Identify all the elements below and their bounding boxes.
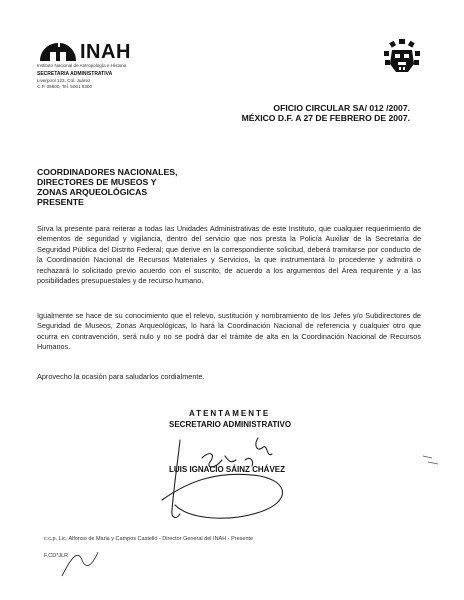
- letterhead-address: Liverpool 123, Col. Juárez: [37, 78, 91, 83]
- initials-scribble-icon: [58, 546, 108, 582]
- recipient-line: COORDINADORES NACIONALES,: [37, 167, 178, 177]
- signature-closing: ATENTAMENTE: [189, 409, 271, 418]
- inah-logo: [36, 41, 146, 63]
- circular-number: OFICIO CIRCULAR SA/ 012 /2007.: [273, 103, 410, 113]
- recipient-line: DIRECTORES DE MUSEOS Y: [37, 177, 157, 187]
- body-paragraph-2: Igualmente se hace de su conocimiento que el relevo, sustitución y nombramiento de los Jefes y/o Subdirectores de Seguridad de Museos, Zonas Arqueológicas, lo hará la Coordinación Nacional de referencia y cualquier otro que ocurra en contravención, será nulo y no se podrá dar el trámite de alta en la Coordinación Nacional de Recursos Humanos.: [37, 311, 421, 352]
- recipient-presente: PRESENTE: [37, 197, 84, 207]
- margin-mark-icon: [420, 448, 444, 472]
- carbon-copy-line: c.c.p. Lic. Alfonso de Maria y Campos Castelló - Director General del INAH - Presente: [44, 536, 254, 542]
- body-paragraph-3: Aprovecho la ocasión para saludarlos cordialmente.: [37, 372, 205, 381]
- handwritten-signature-icon: [150, 430, 300, 525]
- circular-date: MÉXICO D.F. A 27 DE FEBRERO DE 2007.: [241, 113, 410, 123]
- signature-title: SECRETARIO ADMINISTRATIVO: [169, 420, 292, 429]
- reference-initials: F.CD*JLR: [44, 553, 69, 559]
- inah-emblem-icon: [382, 38, 422, 78]
- body-paragraph-1: Sirva la presente para reiterar a todas las Unidades Administrativas de este Instituto, que cualquier requerimiento de elementos de seguridad y vigilancia, dentro del servicio que nos presta la Policía Auxiliar de la Secretaría de Seguridad Pública del Distrito Federal; que derive en la correspondiente solicitud, deberá tramitarse por conducto de la Coordinación Nacional de Recursos Materiales y Servicios, la que instrumentará lo procedente y admitirá o rechazará lo solicitado previo acuerdo con el suscrito, de acuerdo a los argumentos del Área requirente y a las posibilidades presupuestales y de recurso humano.: [37, 224, 421, 286]
- inah-logo-mark-icon: [36, 41, 80, 63]
- letterhead-postal-phone: C.P. 06600, Tel. 5061 9300: [37, 84, 93, 89]
- recipient-line: ZONAS ARQUEOLÓGICAS: [37, 187, 148, 197]
- logo-wordmark: INAH: [80, 41, 131, 63]
- letterhead-department: SECRETARIA ADMINISTRATIVA: [37, 71, 113, 77]
- letterhead-institute: Instituto Nacional de Antropología e Historia: [37, 63, 127, 68]
- signatory-name: LUIS IGNACIO SÁINZ CHÁVEZ: [169, 465, 286, 474]
